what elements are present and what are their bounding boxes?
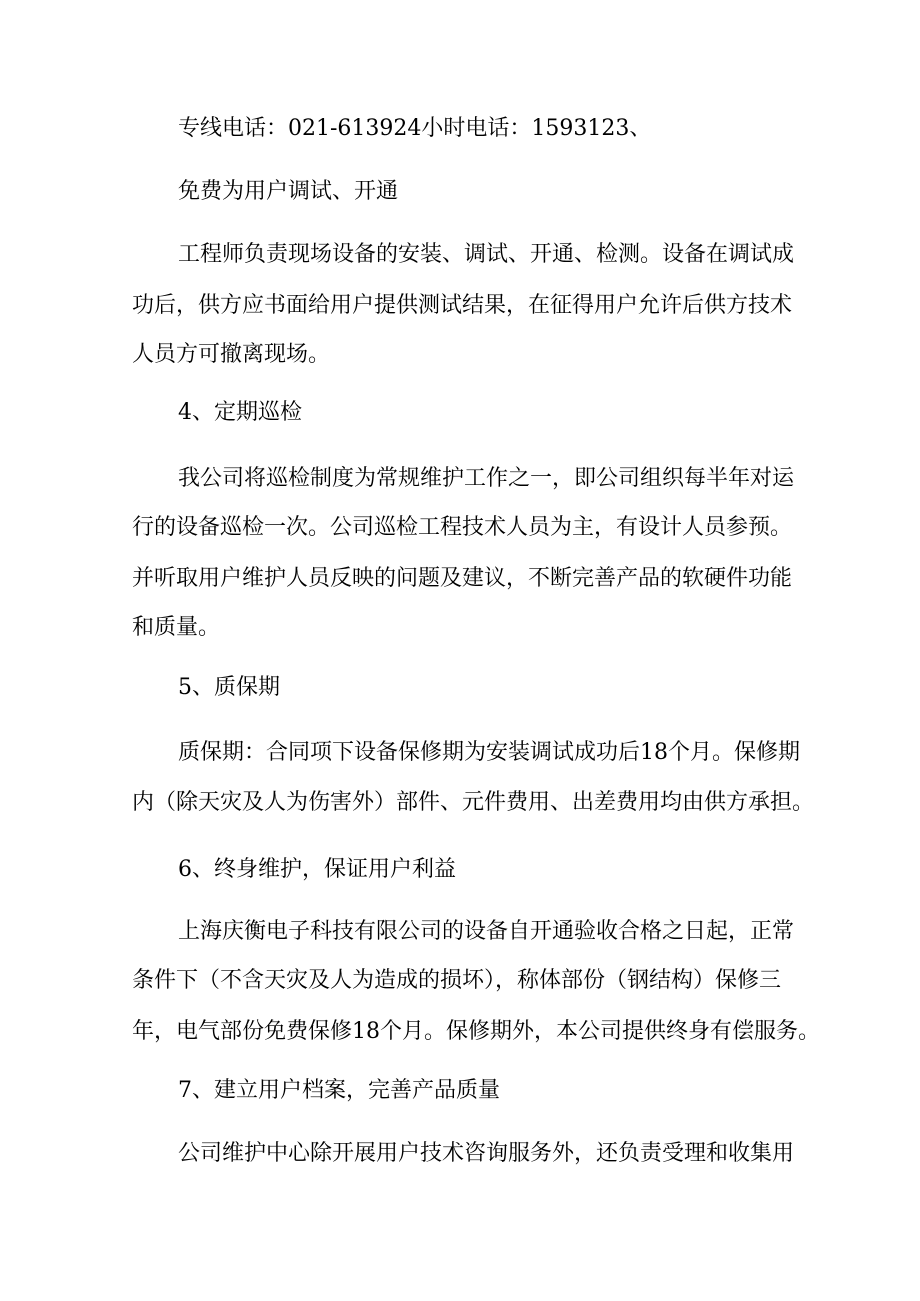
paragraph-line: 条件下（不含天灾及人为造成的损坏），称体部份（钢结构）保修三 bbox=[132, 968, 782, 993]
free-debug-heading: 免费为用户调试、开通 bbox=[178, 179, 399, 204]
paragraph-line: 上海庆衡电子科技有限公司的设备自开通验收合格之日起，正常 bbox=[178, 919, 795, 944]
paragraph-line: 内（除天灾及人为伤害外）部件、元件费用、出差费用均由供方承担。 bbox=[132, 790, 815, 815]
paragraph-line: 行的设备巡检一次。公司巡检工程技术人员为主，有设计人员参预。 bbox=[132, 515, 793, 540]
section-5-title: 5、质保期 bbox=[178, 675, 280, 700]
paragraph-line: 我公司将巡检制度为常规维护工作之一，即公司组织每半年对运 bbox=[178, 466, 795, 491]
hotline-line: 专线电话：021-613924小时电话：1593123、 bbox=[178, 116, 652, 141]
section-4-title: 4、定期巡检 bbox=[178, 400, 302, 425]
paragraph-line: 公司维护中心除开展用户技术咨询服务外，还负责受理和收集用 bbox=[178, 1141, 795, 1166]
paragraph-line: 并听取用户维护人员反映的问题及建议，不断完善产品的软硬件功能 bbox=[132, 566, 793, 591]
section-6-title: 6、终身维护，保证用户利益 bbox=[178, 857, 456, 882]
paragraph-line: 人员方可撤离现场。 bbox=[132, 342, 331, 367]
paragraph-line: 工程师负责现场设备的安装、调试、开通、检测。设备在调试成 bbox=[178, 242, 795, 267]
paragraph-line: 年，电气部份免费保修18个月。保修期外，本公司提供终身有偿服务。 bbox=[132, 1019, 820, 1044]
paragraph-line: 功后，供方应书面给用户提供测试结果，在征得用户允许后供方技术 bbox=[132, 293, 793, 318]
paragraph-line: 质保期：合同项下设备保修期为安装调试成功后18个月。保修期 bbox=[178, 740, 800, 765]
section-7-title: 7、建立用户档案，完善产品质量 bbox=[178, 1078, 500, 1103]
paragraph-line: 和质量。 bbox=[132, 615, 221, 640]
